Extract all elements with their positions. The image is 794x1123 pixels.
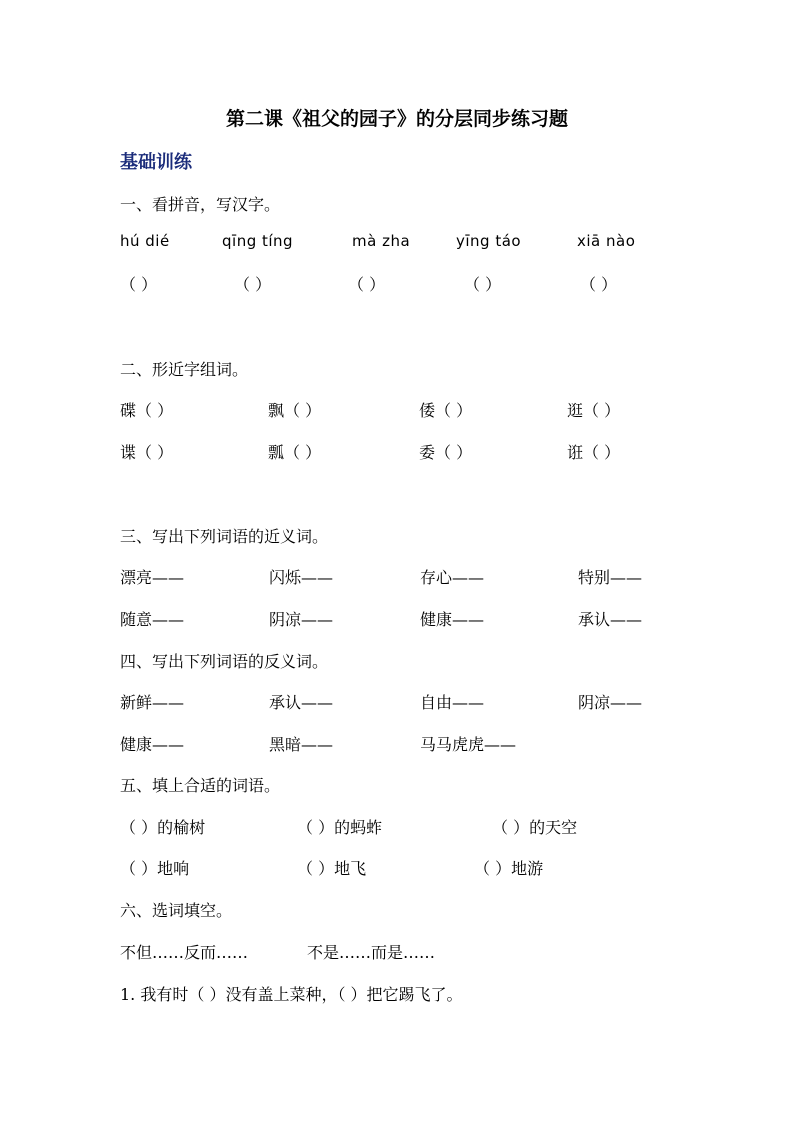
pinyin-item-1: hú dié (120, 232, 170, 250)
fill-word-item[interactable]: （ ）地飞 (297, 859, 367, 878)
fill-word-item[interactable]: （ ）地游 (474, 859, 544, 878)
fill-word-item[interactable]: （ ）的天空 (492, 818, 578, 837)
question-1-heading: 一、看拼音，写汉字。 (120, 195, 281, 214)
question-2-heading: 二、形近字组词。 (120, 360, 249, 379)
section-heading-basic-training: 基础训练 (120, 152, 192, 173)
similar-char-item[interactable]: 逛（ ） (567, 401, 621, 420)
word-option: 不是……而是…… (307, 943, 436, 962)
question-3-heading: 三、写出下列词语的近义词。 (120, 527, 329, 546)
fill-word-item[interactable]: （ ）的榆树 (120, 818, 206, 837)
similar-char-item[interactable]: 委（ ） (419, 443, 473, 462)
synonym-item[interactable]: 存心—— (420, 568, 485, 587)
antonym-item[interactable]: 马马虎虎—— (420, 735, 517, 754)
answer-blank[interactable]: （ ） (464, 275, 502, 294)
antonym-item[interactable]: 健康—— (120, 735, 185, 754)
fill-word-item[interactable]: （ ）的蚂蚱 (297, 818, 383, 837)
pinyin-item-3: mà zha (352, 232, 411, 250)
similar-char-item[interactable]: 倭（ ） (419, 401, 473, 420)
word-option: 不但……反而…… (120, 943, 249, 962)
synonym-item[interactable]: 阴凉—— (269, 610, 334, 629)
synonym-item[interactable]: 闪烁—— (269, 568, 334, 587)
answer-blank[interactable]: （ ） (234, 275, 272, 294)
pinyin-item-4: yīng táo (456, 232, 522, 250)
antonym-item[interactable]: 新鲜—— (120, 693, 185, 712)
question-6-heading: 六、选词填空。 (120, 901, 233, 920)
synonym-item[interactable]: 随意—— (120, 610, 185, 629)
answer-blank[interactable]: （ ） (120, 275, 158, 294)
page-title: 第二课《祖父的园子》的分层同步练习题 (225, 108, 568, 130)
question-5-heading: 五、填上合适的词语。 (120, 776, 281, 795)
synonym-item[interactable]: 健康—— (420, 610, 485, 629)
pinyin-item-2: qīng tíng (222, 232, 294, 250)
similar-char-item[interactable]: 谍（ ） (120, 443, 174, 462)
similar-char-item[interactable]: 飘（ ） (268, 401, 322, 420)
pinyin-item-5: xiā nào (577, 232, 636, 250)
answer-blank[interactable]: （ ） (348, 275, 386, 294)
antonym-item[interactable]: 阴凉—— (578, 693, 643, 712)
synonym-item[interactable]: 漂亮—— (120, 568, 185, 587)
synonym-item[interactable]: 承认—— (578, 610, 643, 629)
fill-sentence-1[interactable]: 1. 我有时（ ）没有盖上菜种，（ ）把它踢飞了。 (120, 985, 463, 1004)
answer-blank[interactable]: （ ） (580, 275, 618, 294)
fill-word-item[interactable]: （ ）地响 (120, 859, 190, 878)
question-4-heading: 四、写出下列词语的反义词。 (120, 652, 329, 671)
antonym-item[interactable]: 自由—— (420, 693, 485, 712)
similar-char-item[interactable]: 碟（ ） (120, 401, 174, 420)
antonym-item[interactable]: 承认—— (269, 693, 334, 712)
synonym-item[interactable]: 特别—— (578, 568, 643, 587)
similar-char-item[interactable]: 瓢（ ） (268, 443, 322, 462)
similar-char-item[interactable]: 诳（ ） (567, 443, 621, 462)
antonym-item[interactable]: 黑暗—— (269, 735, 334, 754)
